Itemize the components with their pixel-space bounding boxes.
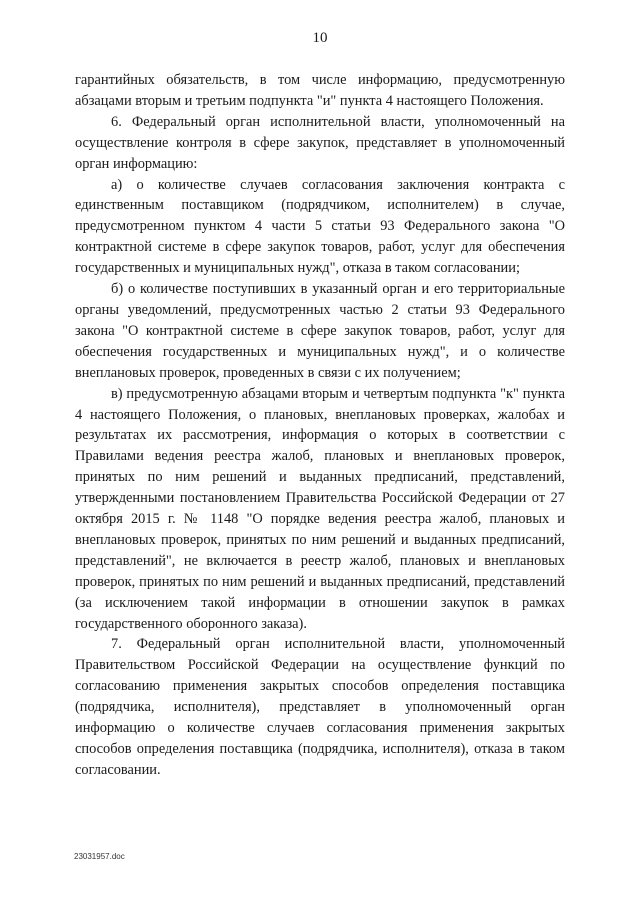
paragraph-item-6a: а) о количестве случаев согласования заключения контракта с единственным поставщиком (подрядчиком, исполнителем) в случае, предусмотренном пунктом 4 части 5 статьи 93 Федерального закона "О контрактной системе в сфере закупок товаров, работ, услуг для обеспечения государственных и муниципальных нужд", отказа в таком согласовании;: [75, 176, 565, 277]
file-name-footer: 23031957.doc: [74, 852, 125, 861]
page-number: 10: [312, 30, 328, 46]
paragraph-item-6v: в) предусмотренную абзацами вторым и четвертым подпункта "к" пункта 4 настоящего Положения, о плановых, внеплановых проверках, жалобах и результатах их рассмотрения, информация о которых в соответствии с Правилами ведения реестра жалоб, плановых и внеплановых проверок, принятых по ним решений и выданных предписаний, представлений, утвержденными постановлением Правительства Российской Федерации от 27 октября 2015 г. № 1148 "О порядке ведения реестра жалоб, плановых и внеплановых проверок, принятых по ним решений и выданных предписаний, представлений", не включается в реестр жалоб, плановых и внеплановых проверок, принятых по ним решений и выданных предписаний, представлений (за исключением такой информации в отношении закупок в рамках государственного оборонного заказа).: [75, 385, 565, 632]
paragraph-item-6: 6. Федеральный орган исполнительной власти, уполномоченный на осуществление контроля в сфере закупок, представляет в уполномоченный орган информацию:: [75, 113, 565, 172]
paragraph-continuation: гарантийных обязательств, в том числе информацию, предусмотренную абзацами вторым и третьим подпункта "и" пункта 4 настоящего Положения.: [75, 72, 565, 109]
document-body: [75, 70, 565, 781]
paragraph-item-7: 7. Федеральный орган исполнительной власти, уполномоченный Правительством Российской Федерации на осуществление функций по согласованию применения закрытых способов определения поставщика (подрядчика, исполнителя), представляет в уполномоченный орган информацию о количестве случаев согласования применения закрытых способов определения поставщика (подрядчика, исполнителя), отказа в таком согласовании.: [75, 636, 565, 778]
paragraph-item-6b: б) о количестве поступивших в указанный орган и его территориальные органы уведомлений, предусмотренных частью 2 статьи 93 Федерального закона "О контрактной системе в сфере закупок товаров, работ, услуг для обеспечения государственных и муниципальных нужд", и о количестве внеплановых проверок, проведенных в связи с их получением;: [75, 281, 565, 381]
